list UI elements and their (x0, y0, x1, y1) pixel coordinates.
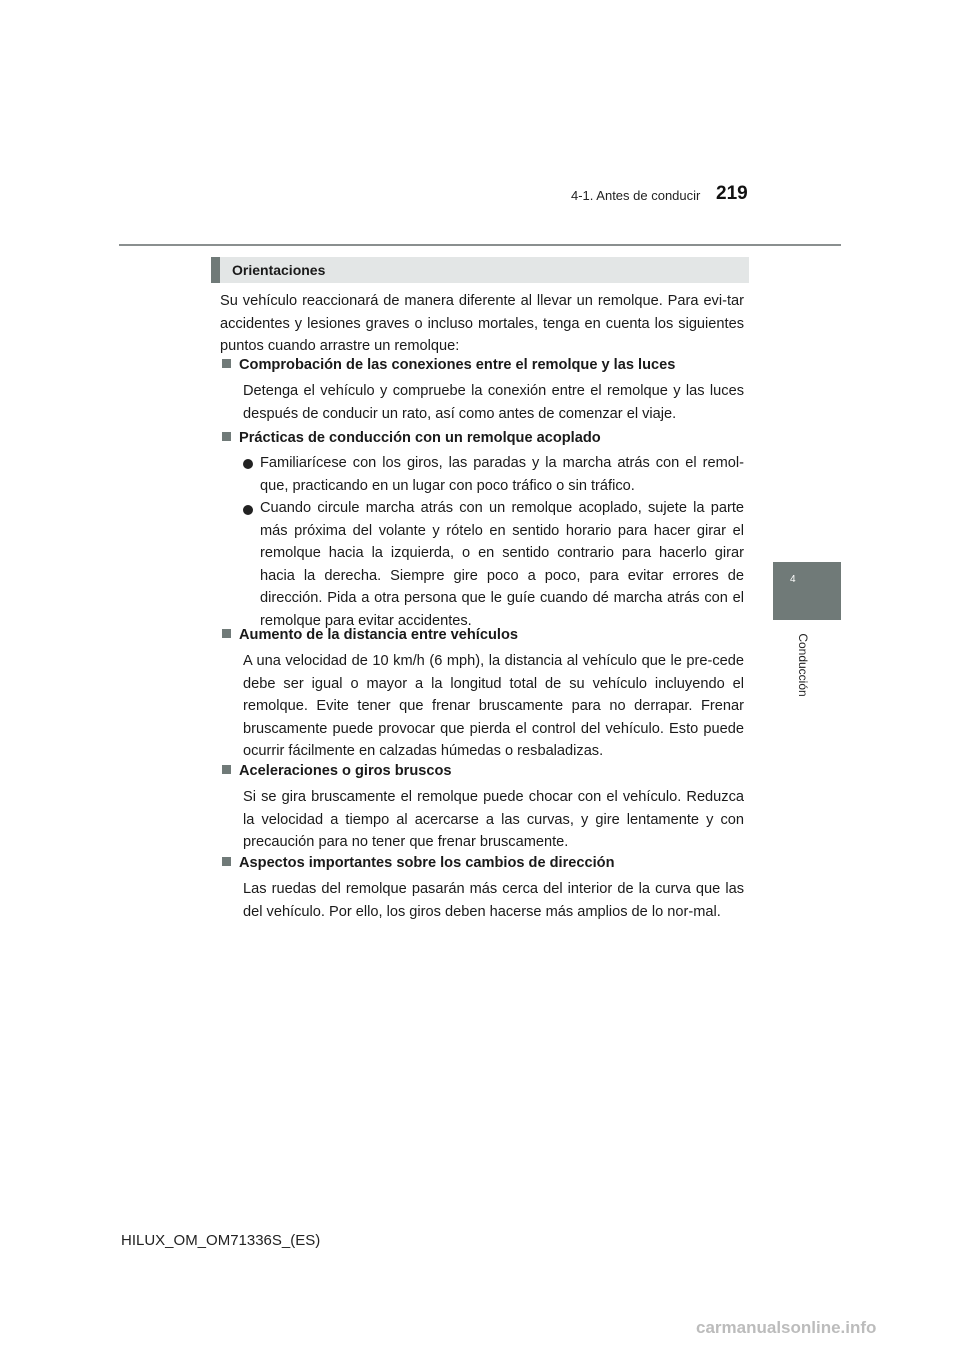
square-bullet-icon (222, 765, 231, 774)
chapter-tab (773, 562, 841, 620)
round-bullet-icon (243, 505, 253, 515)
header-rule (119, 244, 841, 246)
item-heading: Aspectos importantes sobre los cambios de dirección (222, 855, 615, 871)
round-bullet-icon (243, 459, 253, 469)
section-header (211, 257, 749, 283)
chapter-tab-number: 4 (790, 574, 796, 585)
item-heading: Prácticas de conducción con un remolque acoplado (222, 430, 601, 446)
section-title: Orientaciones (232, 262, 326, 278)
page-number: 219 (716, 183, 748, 204)
square-bullet-icon (222, 359, 231, 368)
square-bullet-icon (222, 629, 231, 638)
item-heading: Comprobación de las conexiones entre el remolque y las luces (222, 357, 675, 373)
item-body: Las ruedas del remolque pasarán más cerca del interior de la curva que las del vehículo. Por ello, los giros deben hacerse más amplios de lo nor-mal. (243, 881, 744, 920)
item-heading: Aumento de la distancia entre vehículos (222, 627, 518, 643)
square-bullet-icon (222, 432, 231, 441)
item-body: A una velocidad de 10 km/h (6 mph), la distancia al vehículo que le pre-cede debe ser igual o mayor a la longitud total de su vehículo incluyendo el remolque. Evite tener que frenar bruscamente para no derrapar. Frenar bruscamente puede provocar que pierda el control del vehículo. Esto puede ocurrir fácilmente en calzadas húmedas o resbaladizas. (243, 653, 744, 760)
bullet-text: Cuando circule marcha atrás con un remolque acoplado, sujete la parte más próxima del volante y rótelo en sentido horario para hacer girar el remolque hacia la izquierda, o en sentido contrario para hacerlo girar hacia la derecha. Siempre gire poco a poco, para evitar errores de dirección. Pida a otra persona que le guíe cuando dé marcha atrás con el remolque para evitar accidentes. (260, 500, 744, 629)
document-footer: HILUX_OM_OM71336S_(ES) (121, 1232, 321, 1249)
item-body: Si se gira bruscamente el remolque puede chocar con el vehículo. Reduzca la velocidad a tiempo al acercarse a las curvas, y gire lentamente y con precaución para no tener que frenar bruscamente. (243, 789, 744, 851)
chapter-tab-label: Conducción (796, 633, 810, 697)
square-bullet-icon (222, 857, 231, 866)
watermark: carmanualsonline.info (696, 1318, 877, 1337)
intro-paragraph: Su vehículo reaccionará de manera diferente al llevar un remolque. Para evi-tar accidentes y lesiones graves o incluso mortales, tenga en cuenta los siguientes puntos cuando arrastre un remolque: (220, 293, 744, 355)
header-section: 4-1. Antes de conducir (571, 188, 701, 203)
item-heading: Aceleraciones o giros bruscos (222, 763, 452, 779)
item-body: Detenga el vehículo y compruebe la conexión entre el remolque y las luces después de conducir un rato, así como antes de comenzar el viaje. (243, 383, 744, 422)
bullet-text: Familiarícese con los giros, las paradas y la marcha atrás con el remol-que, practicando en un lugar con poco tráfico o sin tráfico. (260, 455, 744, 494)
